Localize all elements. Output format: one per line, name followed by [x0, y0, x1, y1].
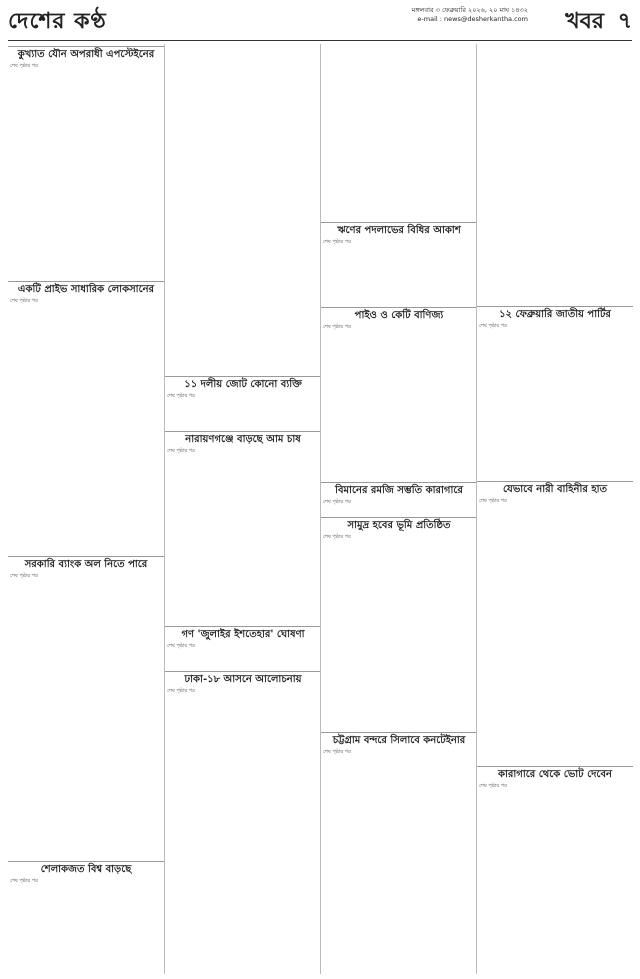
- date-line: মঙ্গলবার ৩ ফেব্রুয়ারি ২০২৬, ২০ মাঘ ১৪৩২: [411, 6, 528, 14]
- story-kicker: শেষ পৃষ্ঠার পর: [167, 643, 195, 649]
- story-article: [8, 281, 164, 306]
- story-kicker: শেষ পৃষ্ঠার পর: [167, 688, 195, 694]
- masthead: [8, 4, 632, 40]
- column-4: [476, 44, 633, 974]
- story-article: [165, 431, 321, 456]
- section-label: খবর: [565, 9, 605, 34]
- story-title: পাইও ও কেটি বাণিজ্য: [321, 307, 477, 322]
- story-kicker: শেষ পৃষ্ঠার পর: [10, 878, 38, 884]
- columns: [8, 44, 632, 974]
- story-title: যেভাবে নারী বাহিনীর হাত: [477, 481, 633, 496]
- story-kicker: শেষ পৃষ্ঠার পর: [479, 783, 507, 789]
- story-kicker: শেষ পৃষ্ঠার পর: [479, 498, 507, 504]
- story-title: শেলাকজত বিশ্ব বাড়ছে: [8, 861, 164, 876]
- story-kicker: শেষ পৃষ্ঠার পর: [10, 573, 38, 579]
- section-header: [565, 4, 632, 41]
- story-kicker: শেষ পৃষ্ঠার পর: [10, 63, 38, 69]
- story-article: [8, 556, 164, 581]
- story-title: নারায়ণগঞ্জে বাড়ছে আম চাষ: [165, 431, 321, 446]
- story-title: ঋণের পদলাভের বিধির আকাশ: [321, 222, 477, 237]
- story-article: [165, 376, 321, 401]
- masthead-rule: [8, 40, 632, 41]
- story-title: একটি প্রাইভ সাধারিক লোকসানের: [8, 281, 164, 296]
- story-article: [321, 482, 477, 507]
- story-kicker: শেষ পৃষ্ঠার পর: [167, 448, 195, 454]
- column-2: [164, 44, 321, 974]
- story-kicker: শেষ পৃষ্ঠার পর: [323, 534, 351, 540]
- story-title: কারাগারে থেকে ভোট দেবেন: [477, 766, 633, 781]
- story-title: সরকারি ব্যাংক অল নিতে পারে: [8, 556, 164, 571]
- column-3: [320, 44, 477, 974]
- story-title: ১১ দলীয় জোট কোনো ব্যক্তি: [165, 376, 321, 391]
- story-kicker: শেষ পৃষ্ঠার পর: [323, 239, 351, 245]
- story-kicker: শেষ পৃষ্ঠার পর: [167, 393, 195, 399]
- story-title: বিমানের রমজি সম্ভতি কারাগারে: [321, 482, 477, 497]
- story-kicker: শেষ পৃষ্ঠার পর: [323, 749, 351, 755]
- story-article: [321, 307, 477, 332]
- column-1: [8, 44, 164, 974]
- story-article: [321, 732, 477, 757]
- story-kicker: শেষ পৃষ্ঠার পর: [323, 499, 351, 505]
- story-title: সামুদ্র হবের ভূমি প্রতিষ্ঠিত: [321, 517, 477, 532]
- story-title: ১২ ফেব্রুয়ারি জাতীয় পার্টির: [477, 306, 633, 321]
- story-article: [477, 306, 633, 331]
- story-title: চট্টগ্রাম বন্দরে সিলাবে কনটেইনার: [321, 732, 477, 747]
- story-kicker: শেষ পৃষ্ঠার পর: [323, 324, 351, 330]
- story-article: [321, 517, 477, 542]
- story-article: [165, 671, 321, 696]
- story-kicker: শেষ পৃষ্ঠার পর: [479, 323, 507, 329]
- page-number: ৭: [617, 9, 632, 34]
- story-article: [165, 626, 321, 651]
- story-title: ঢাকা-১৮ আসনে আলোচনায়: [165, 671, 321, 686]
- email: e-mail : news@desherkantha.com: [417, 15, 528, 23]
- story-article: [477, 766, 633, 791]
- story-article: [477, 481, 633, 506]
- story-article: [321, 222, 477, 247]
- paper-name: দেশের কণ্ঠ: [8, 8, 107, 34]
- story-title: কুখ্যাত যৌন অপরাধী এপস্টেইনের: [8, 46, 164, 61]
- story-article: [8, 861, 164, 886]
- story-kicker: শেষ পৃষ্ঠার পর: [10, 298, 38, 304]
- story-article: [8, 46, 164, 71]
- masthead-info: [228, 6, 528, 24]
- story-title: গণ 'জুলাইর ইশতেহার' ঘোষণা: [165, 626, 321, 641]
